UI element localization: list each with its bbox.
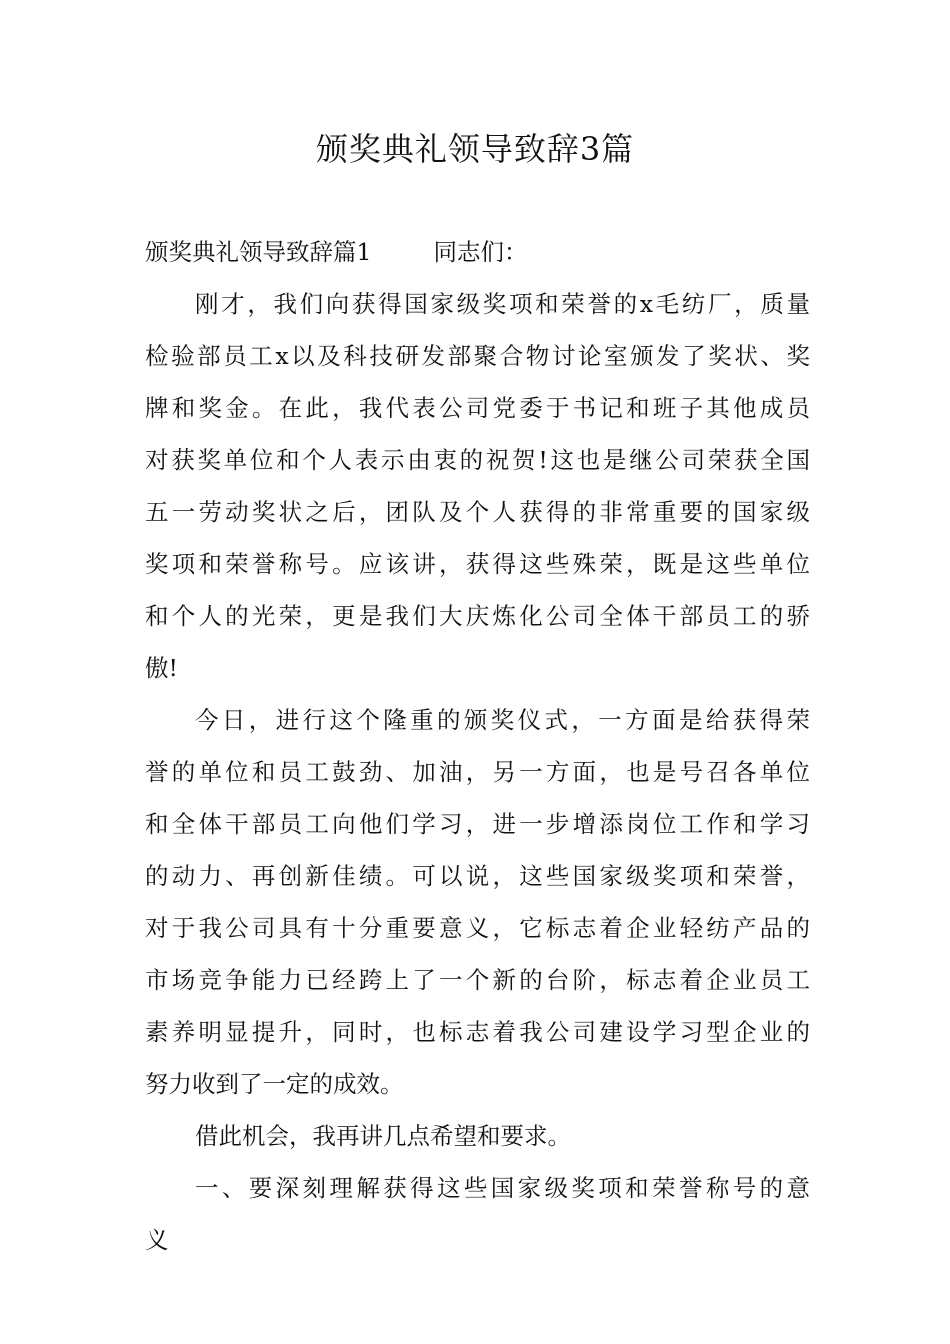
text-line: 牌和奖金。在此，我代表公司党委于书记和班子其他成员 — [145, 394, 810, 422]
text-line: 的动力、再创新佳绩。可以说，这些国家级奖项和荣誉， — [145, 862, 810, 890]
text-line: 对获奖单位和个人表示由衷的祝贺!这也是继公司荣获全国 — [145, 446, 810, 474]
document-title: 颁奖典礼领导致辞3篇 — [315, 130, 635, 168]
text-line: 和个人的光荣，更是我们大庆炼化公司全体干部员工的骄 — [145, 602, 810, 630]
section-heading-line — [145, 226, 810, 278]
document-body — [145, 226, 810, 1266]
section-label: 颁奖典礼领导致辞篇1 — [145, 238, 372, 266]
text-line: 市场竞争能力已经跨上了一个新的台阶，标志着企业员工 — [145, 966, 810, 994]
text-line: 检验部员工x以及科技研发部聚合物讨论室颁发了奖状、奖 — [145, 342, 810, 370]
text-line: 今日，进行这个隆重的颁奖仪式，一方面是给获得荣 — [195, 706, 810, 734]
text-line: 义 — [145, 1226, 169, 1254]
text-line: 努力收到了一定的成效。 — [145, 1070, 404, 1098]
text-line: 和全体干部员工向他们学习，进一步增添岗位工作和学习 — [145, 810, 810, 838]
text-line: 一、要深刻理解获得这些国家级奖项和荣誉称号的意 — [195, 1174, 810, 1202]
text-line: 誉的单位和员工鼓劲、加油，另一方面，也是号召各单位 — [145, 758, 810, 786]
text-line: 五一劳动奖状之后，团队及个人获得的非常重要的国家级 — [145, 498, 810, 526]
text-line: 素养明显提升，同时，也标志着我公司建设学习型企业的 — [145, 1018, 810, 1046]
text-line: 借此机会，我再讲几点希望和要求。 — [195, 1122, 571, 1150]
text-line: 傲! — [145, 654, 178, 682]
greeting: 同志们： — [433, 238, 528, 266]
text-line: 对于我公司具有十分重要意义，它标志着企业轻纺产品的 — [145, 914, 810, 942]
text-line: 刚才，我们向获得国家级奖项和荣誉的x毛纺厂，质量 — [195, 290, 810, 318]
text-line: 奖项和荣誉称号。应该讲，获得这些殊荣，既是这些单位 — [145, 550, 810, 578]
